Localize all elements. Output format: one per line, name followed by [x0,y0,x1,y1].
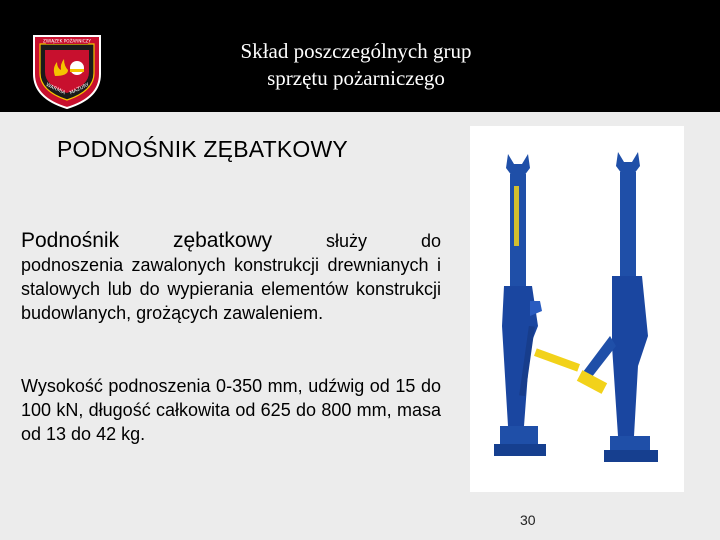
logo-top-text: ZWIĄZEK POŻARNICZY [43,38,91,44]
slide-title-line1: Skład poszczególnych grup [240,39,472,63]
product-photo [470,126,684,492]
slide-title-line2: sprzętu pożarniczego [267,66,445,90]
right-rack-jack [577,152,658,462]
word-podnosnik: Podnośnik [21,229,120,252]
logo-bottom-left-text: WARMIA [44,81,67,97]
page-number: 30 [520,512,536,528]
logo-bottom-right-text: MAZURY [68,81,91,97]
left-rack-jack [494,154,546,456]
word-do: do [420,231,441,251]
description-first-line [21,229,441,253]
slide-header [0,0,720,112]
rack-jack-pair-photo [470,126,684,492]
slide-title [200,38,512,92]
fire-brigade-emblem-icon [28,28,106,110]
description-paragraph [21,229,441,325]
section-title: PODNOŚNIK ZĘBATKOWY [57,136,348,162]
word-sluzy: służy [326,231,368,251]
description-rest: podnoszenia zawalonych konstrukcji drewnianych i stalowych lub do wypierania elementów konstrukcji budowlanych, grożących zawaleniem. [21,255,441,323]
specification-paragraph: Wysokość podnoszenia 0-350 mm, udźwig od 15 do 100 kN, długość całkowita od 625 do 800 mm, masa od 13 do 42 kg. [21,376,441,444]
word-zebatkowy: zębatkowy [172,229,273,252]
